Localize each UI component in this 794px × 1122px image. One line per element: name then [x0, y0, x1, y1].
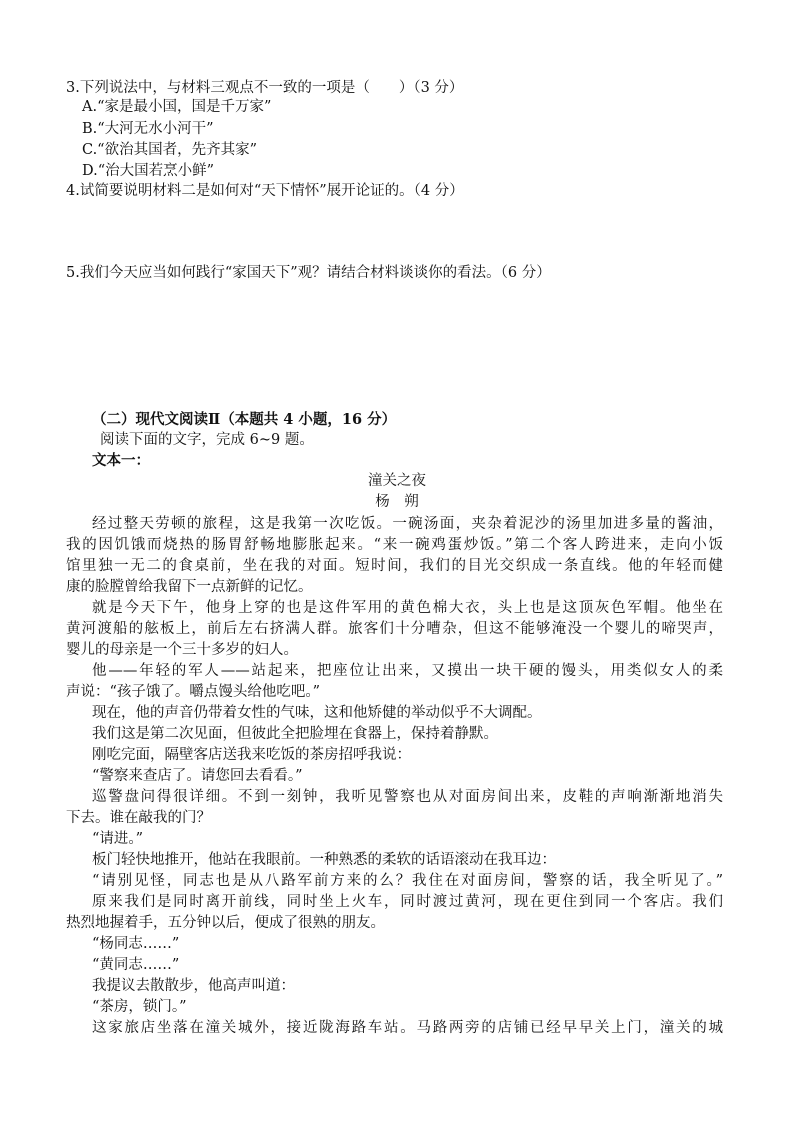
- story-author: 杨 朔: [375, 494, 419, 510]
- section-instruction: 阅读下面的文字，完成 6~9 题。: [100, 432, 314, 448]
- story-paragraph-2-line-3: 婴儿的母亲是一个三十多岁的妇人。: [66, 642, 298, 658]
- story-paragraph-11: “请别见怪，同志也是从八路军前方来的么？我住在对面房间，警察的话，我全听见了。”: [92, 873, 723, 889]
- question-3-option-b: B.“大河无水小河干”: [82, 121, 214, 137]
- story-paragraph-1-line-3: 馆里独一无二的食桌前，坐在我的对面。短时间，我们的目光交织成一条直线。他的年轻而健: [66, 558, 723, 574]
- story-paragraph-5: 我们这是第二次见面，但彼此全把脸埋在食器上，保持着静默。: [92, 726, 498, 742]
- question-5: 5.我们今天应当如何践行“家国天下”观？请结合材料谈谈你的看法。（6 分）: [66, 265, 551, 281]
- question-3-option-d: D.“治大国若烹小鲜”: [82, 163, 215, 179]
- story-paragraph-9: “请进。”: [92, 831, 144, 847]
- story-paragraph-4: 现在，他的声音仍带着女性的气味，这和他矫健的举动似乎不大调配。: [92, 705, 542, 721]
- story-paragraph-2-line-1: 就是今天下午，他身上穿的也是这件军用的黄色棉大衣，头上也是这顶灰色军帽。他坐在: [92, 600, 723, 616]
- story-paragraph-2-line-2: 黄河渡船的舷板上，前后左右挤满人群。旅客们十分嘈杂，但这不能够淹没一个婴儿的啼哭声，: [66, 621, 723, 637]
- question-3-stem: 3.下列说法中，与材料三观点不一致的一项是（ ）（3 分）: [66, 80, 464, 96]
- story-paragraph-6: 刚吃完面，隔壁客店送我来吃饭的茶房招呼我说：: [92, 747, 411, 763]
- question-4: 4.试简要说明材料二是如何对“天下情怀”展开论证的。（4 分）: [66, 183, 464, 199]
- section-heading: （二）现代文阅读Ⅱ（本题共 4 小题，16 分）: [92, 411, 397, 428]
- question-3-option-a: A.“家是最小国，国是千万家”: [82, 99, 272, 115]
- story-paragraph-17-line-1: 这家旅店坐落在潼关城外，接近陇海路车站。马路两旁的店铺已经早早关上门，潼关的城: [92, 1020, 723, 1036]
- story-title: 潼关之夜: [368, 473, 426, 489]
- story-paragraph-1-line-1: 经过整天劳顿的旅程，这是我第一次吃饭。一碗汤面，夹杂着泥沙的汤里加进多量的酱油，: [92, 516, 723, 532]
- story-paragraph-1-line-4: 康的脸膛曾给我留下一点新鲜的记忆。: [66, 579, 313, 595]
- story-paragraph-10: 板门轻快地推开，他站在我眼前。一种熟悉的柔软的话语滚动在我耳边：: [92, 852, 556, 868]
- story-paragraph-7: “警察来查店了。请您回去看看。”: [92, 768, 303, 784]
- story-paragraph-12-line-2: 热烈地握着手，五分钟以后，便成了很熟的朋友。: [66, 915, 385, 931]
- text-label: 文本一：: [92, 452, 150, 469]
- story-paragraph-8-line-1: 巡警盘问得很详细。不到一刻钟，我听见警察也从对面房间出来，皮鞋的声响渐渐地消失: [92, 789, 723, 805]
- story-paragraph-14: “黄同志……”: [92, 957, 180, 973]
- story-paragraph-3-line-2: 声说：“孩子饿了。嚼点馒头给他吃吧。”: [66, 684, 321, 700]
- story-paragraph-16: “茶房，锁门。”: [92, 999, 187, 1015]
- story-paragraph-13: “杨同志……”: [92, 936, 180, 952]
- story-paragraph-12-line-1: 原来我们是同时离开前线，同时坐上火车，同时渡过黄河，现在更住到同一个客店。我们: [92, 894, 723, 910]
- story-paragraph-8-line-2: 下去。谁在敲我的门？: [66, 810, 211, 826]
- story-paragraph-15: 我提议去散散步，他高声叫道：: [92, 978, 295, 994]
- story-paragraph-3-line-1: 他——年轻的军人——站起来，把座位让出来，又摸出一块干硬的馒头，用类似女人的柔: [92, 663, 723, 679]
- story-paragraph-1-line-2: 我的因饥饿而烧热的肠胃舒畅地膨胀起来。“来一碗鸡蛋炒饭。”第二个客人跨进来，走向小饭: [66, 537, 723, 553]
- question-3-option-c: C.“欲治其国者，先齐其家”: [82, 142, 258, 158]
